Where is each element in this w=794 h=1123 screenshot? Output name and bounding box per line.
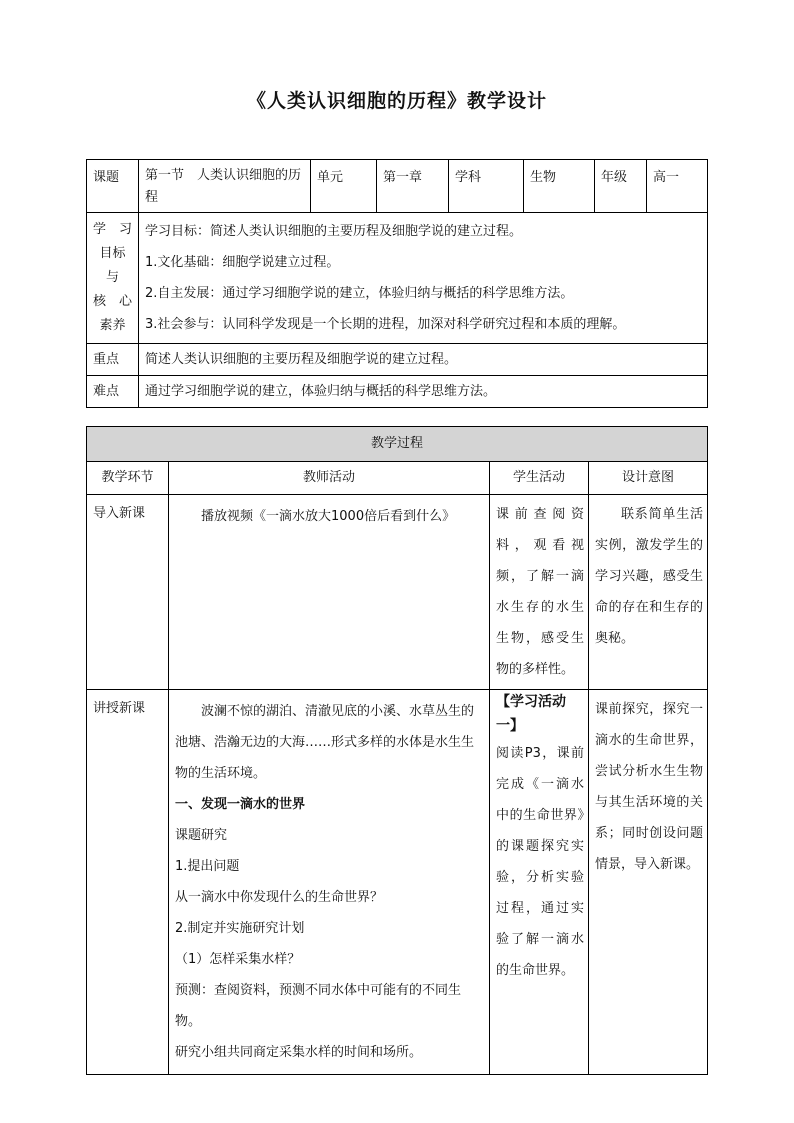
- difficulty-value: 通过学习细胞学说的建立，体验归纳与概括的科学思维方法。: [139, 376, 708, 408]
- key-point-row: [87, 344, 708, 376]
- process-banner-row: [87, 427, 708, 462]
- process-banner: 教学过程: [87, 427, 708, 462]
- lesson-label: 课题: [87, 160, 139, 213]
- goal-line: 学习目标：简述人类认识细胞的主要历程及细胞学说的建立过程。: [145, 224, 523, 239]
- goals-label: 学 习 目标 与 核 心 素养: [87, 213, 139, 344]
- design-intent: 课前探究，探究一滴水的生命世界，尝试分析水生生物与其生活环境的关系；同时创设问题情景，导入新课。: [589, 690, 708, 1075]
- header-intent: 设计意图: [589, 462, 708, 495]
- process-table: [86, 426, 708, 1075]
- goal-line: 2.自主发展：通过学习细胞学说的建立，体验归纳与概括的科学思维方法。: [145, 286, 574, 301]
- header-teacher: 教师活动: [169, 462, 490, 495]
- teacher-paragraph: 波澜不惊的湖泊、清澈见底的小溪、水草丛生的池塘、浩瀚无边的大海……形式多样的水体是水生生物的生活环境。: [175, 704, 475, 781]
- student-text: 阅读P3，课前完成《一滴水中的生命世界》的课题探究实验，分析实验过程，通过实验了解一滴水的生命世界。: [496, 746, 584, 978]
- process-header-row: [87, 462, 708, 495]
- teacher-paragraph: 预测：查阅资料，预测不同水体中可能有的不同生物。: [175, 983, 462, 1029]
- section-heading: 一、发现一滴水的世界: [175, 797, 306, 812]
- teacher-activity: [169, 690, 490, 1075]
- unit-label: 单元: [311, 160, 377, 213]
- teacher-activity: [169, 495, 490, 690]
- student-activity: [490, 690, 589, 1075]
- subject-label: 学科: [449, 160, 524, 213]
- activity-tag: 【学习活动一】: [496, 694, 566, 734]
- unit-value: 第一章: [377, 160, 449, 213]
- goal-line: 1.文化基础：细胞学说建立过程。: [145, 255, 340, 270]
- grade-label: 年级: [595, 160, 647, 213]
- teacher-paragraph: 课题研究: [175, 828, 228, 843]
- teacher-paragraph: 2.制定并实施研究计划: [175, 921, 305, 936]
- process-row-intro: [87, 495, 708, 690]
- teacher-paragraph: 播放视频《一滴水放大1000倍后看到什么》: [201, 509, 456, 524]
- difficulty-row: [87, 376, 708, 408]
- teacher-paragraph: 1.提出问题: [175, 859, 240, 874]
- stage-cell: 导入新课: [87, 495, 169, 690]
- header-stage: 教学环节: [87, 462, 169, 495]
- subject-value: 生物: [524, 160, 595, 213]
- key-point-label: 重点: [87, 344, 139, 376]
- document-title: 《人类认识细胞的历程》教学设计: [246, 90, 547, 112]
- goal-line: 3.社会参与：认同科学发现是一个长期的进程，加深对科学研究过程和本质的理解。: [145, 317, 626, 332]
- teacher-paragraph: （1）怎样采集水样？: [175, 952, 301, 967]
- grade-value: 高一: [647, 160, 708, 213]
- lesson-info-row: [87, 160, 708, 213]
- key-point-value: 简述人类认识细胞的主要历程及细胞学说的建立过程。: [139, 344, 708, 376]
- lesson-info-table: [86, 159, 708, 408]
- stage-cell: 讲授新课: [87, 690, 169, 1075]
- teacher-paragraph: 从一滴水中你发现什么的生命世界？: [175, 890, 384, 905]
- lesson-value: 第一节 人类认识细胞的历程: [139, 160, 311, 213]
- difficulty-label: 难点: [87, 376, 139, 408]
- header-student: 学生活动: [490, 462, 589, 495]
- design-intent: 联系简单生活实例，激发学生的学习兴趣，感受生命的存在和生存的奥秘。: [589, 495, 708, 690]
- goals-row: [87, 213, 708, 344]
- teacher-paragraph: 研究小组共同商定采集水样的时间和场所。: [175, 1045, 423, 1060]
- student-activity: 课前查阅资料，观看视频，了解一滴水生存的水生生物，感受生物的多样性。: [490, 495, 589, 690]
- goals-content: [139, 213, 708, 344]
- process-row-lecture: [87, 690, 708, 1075]
